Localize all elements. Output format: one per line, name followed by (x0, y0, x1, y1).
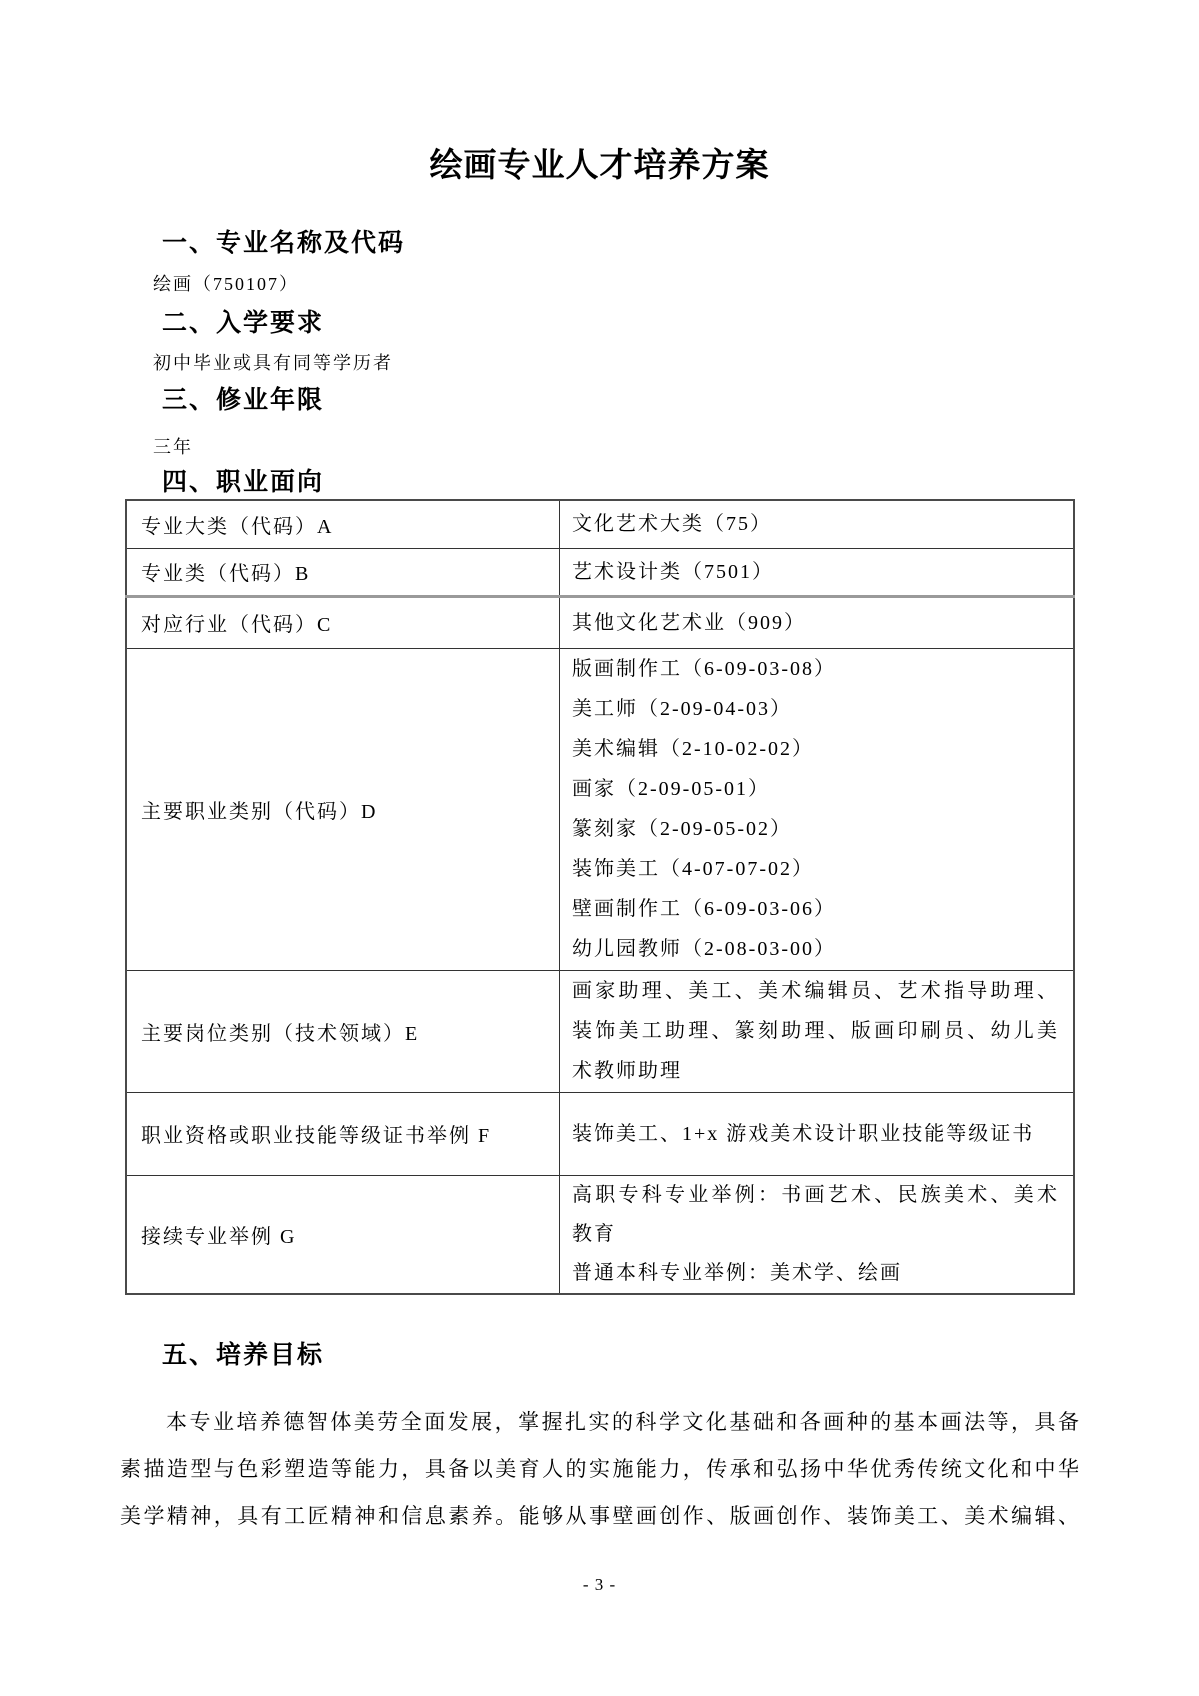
row-value-line: 版画制作工（6-09-03-08） (572, 658, 836, 680)
table-row (126, 970, 1074, 1092)
table-row (126, 500, 1074, 548)
row-value-line: 幼儿园教师（2-08-03-00） (572, 938, 836, 960)
paragraph-line: 美学精神，具有工匠精神和信息素养。能够从事壁画创作、版画创作、装饰美工、美术编辑、 (120, 1503, 1080, 1528)
row-value (560, 648, 1075, 970)
row-label: 接续专业举例 G (126, 1175, 560, 1294)
table-row (126, 548, 1074, 596)
row-value-line: 普通本科专业举例：美术学、绘画 (572, 1261, 902, 1284)
row-value-line: 画家（2-09-05-01） (572, 778, 770, 800)
row-value-line: 装饰美工（4-07-07-02） (572, 858, 814, 880)
row-value (560, 500, 1075, 548)
table-row (126, 1175, 1074, 1294)
row-value (560, 596, 1075, 648)
row-value-line: 美工师（2-09-04-03） (572, 698, 792, 720)
row-label: 主要职业类别（代码）D (126, 648, 560, 970)
row-value-line: 教育 (572, 1222, 616, 1245)
section-heading-training-goal: 五、培养目标 (162, 1340, 325, 1369)
career-table-body (126, 500, 1074, 1294)
row-value-line: 篆刻家（2-09-05-02） (572, 818, 792, 840)
page-title: 绘画专业人才培养方案 (429, 148, 770, 184)
table-row (126, 1092, 1074, 1175)
section-heading-admission: 二、入学要求 (162, 309, 325, 337)
row-value-line: 壁画制作工（6-09-03-06） (572, 898, 836, 920)
row-label: 专业大类（代码）A (126, 500, 560, 548)
training-goal-paragraph (120, 1399, 1080, 1540)
row-label: 对应行业（代码）C (126, 596, 560, 648)
row-value (560, 1175, 1075, 1294)
paragraph-line: 本专业培养德智体美劳全面发展，掌握扎实的科学文化基础和各画种的基本画法等，具备 (166, 1409, 1080, 1434)
table-row (126, 596, 1074, 648)
section-heading-career-orientation: 四、职业面向 (162, 468, 325, 496)
row-value-line: 其他文化艺术业（909） (572, 611, 806, 634)
row-value (560, 1092, 1075, 1175)
row-value-line: 文化艺术大类（75） (572, 513, 772, 536)
row-value-line: 艺术设计类（7501） (572, 560, 774, 583)
row-label: 职业资格或职业技能等级证书举例 F (126, 1092, 560, 1175)
career-orientation-table (125, 499, 1075, 1295)
row-label: 主要岗位类别（技术领域）E (126, 970, 560, 1092)
row-value-line: 装饰美工、1+x 游戏美术设计职业技能等级证书 (572, 1122, 1035, 1145)
table-row (126, 648, 1074, 970)
row-value-line: 高职专科专业举例：书画艺术、民族美术、美术 (572, 1183, 1059, 1206)
row-value-line: 美术编辑（2-10-02-02） (572, 738, 814, 760)
row-value-line: 术教师助理 (572, 1060, 682, 1082)
row-label: 专业类（代码）B (126, 548, 560, 596)
major-name-code: 绘画（750107） (153, 274, 299, 294)
paragraph-line: 素描造型与色彩塑造等能力，具备以美育人的实施能力，传承和弘扬中华优秀传统文化和中华 (120, 1456, 1080, 1481)
section-heading-duration: 三、修业年限 (162, 386, 325, 414)
admission-requirement: 初中毕业或具有同等学历者 (153, 353, 393, 373)
page-number: - 3 - (582, 1574, 617, 1594)
row-value-line: 装饰美工助理、篆刻助理、版画印刷员、幼儿美 (572, 1020, 1059, 1042)
row-value (560, 970, 1075, 1092)
section-heading-major-name: 一、专业名称及代码 (162, 229, 406, 257)
row-value-line: 画家助理、美工、美术编辑员、艺术指导助理、 (572, 980, 1059, 1002)
study-duration: 三年 (153, 437, 193, 457)
row-value (560, 548, 1075, 596)
